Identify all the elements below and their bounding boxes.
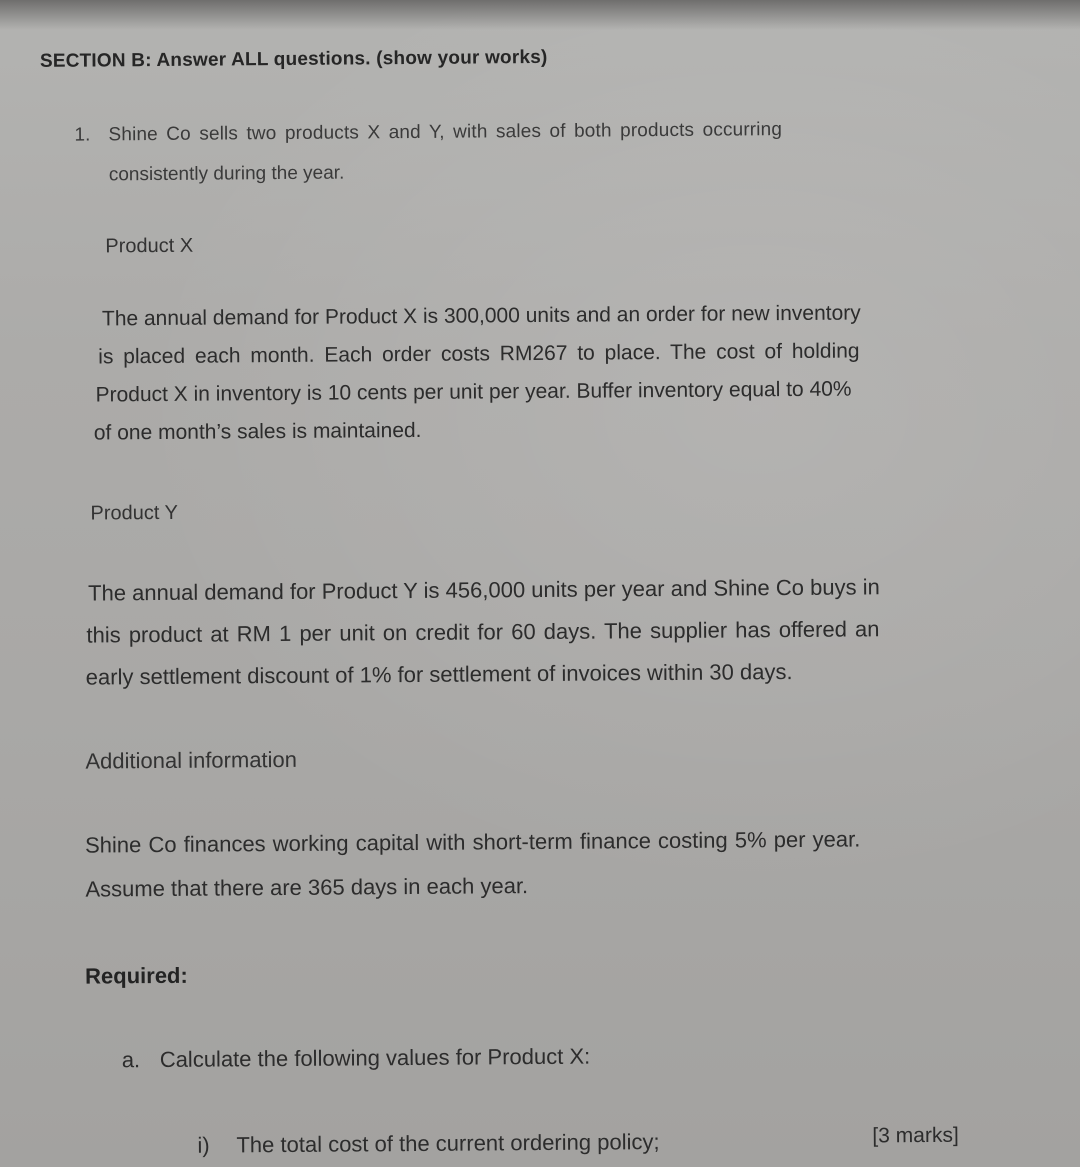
part-a-text: Calculate the following values for Product X: bbox=[159, 1043, 591, 1073]
question-intro-line-2: consistently during the year. bbox=[108, 162, 345, 186]
product-x-line-4: of one month’s sales is maintained. bbox=[93, 418, 422, 445]
additional-info-line-1: Shine Co finances working capital with short-term finance costing 5% per year. bbox=[84, 826, 861, 858]
product-y-line-1: The annual demand for Product Y is 456,000 units per year and Shine Co buys in bbox=[87, 574, 880, 606]
product-x-line-2: is placed each month. Each order costs RM267 to place. The cost of holding bbox=[98, 339, 860, 369]
question-intro-line-1: Shine Co sells two products X and Y, with sales of both products occurring bbox=[108, 119, 783, 146]
product-x-line-3: Product X in inventory is 10 cents per unit per year. Buffer inventory equal to 40% bbox=[95, 377, 852, 407]
section-title: SECTION B: Answer ALL questions. (show your works) bbox=[39, 46, 548, 72]
question-number: 1. bbox=[74, 124, 91, 146]
product-y-heading: Product Y bbox=[90, 501, 179, 525]
part-a-label: a. bbox=[121, 1047, 141, 1073]
sub-question-i-label: i) bbox=[197, 1132, 210, 1158]
product-y-line-3: early settlement discount of 1% for settlement of invoices within 30 days. bbox=[85, 659, 793, 690]
product-x-line-1: The annual demand for Product X is 300,000 units and an order for new inventory bbox=[101, 301, 861, 331]
product-x-heading: Product X bbox=[105, 234, 194, 258]
required-heading: Required: bbox=[84, 962, 188, 989]
additional-info-line-2: Assume that there are 365 days in each year. bbox=[85, 873, 529, 902]
product-y-line-2: this product at RM 1 per unit on credit for 60 days. The supplier has offered an bbox=[86, 616, 880, 648]
sub-question-i-text: The total cost of the current ordering policy; bbox=[236, 1129, 660, 1158]
marks-label: [3 marks] bbox=[872, 1123, 959, 1148]
additional-info-heading: Additional information bbox=[85, 746, 298, 774]
